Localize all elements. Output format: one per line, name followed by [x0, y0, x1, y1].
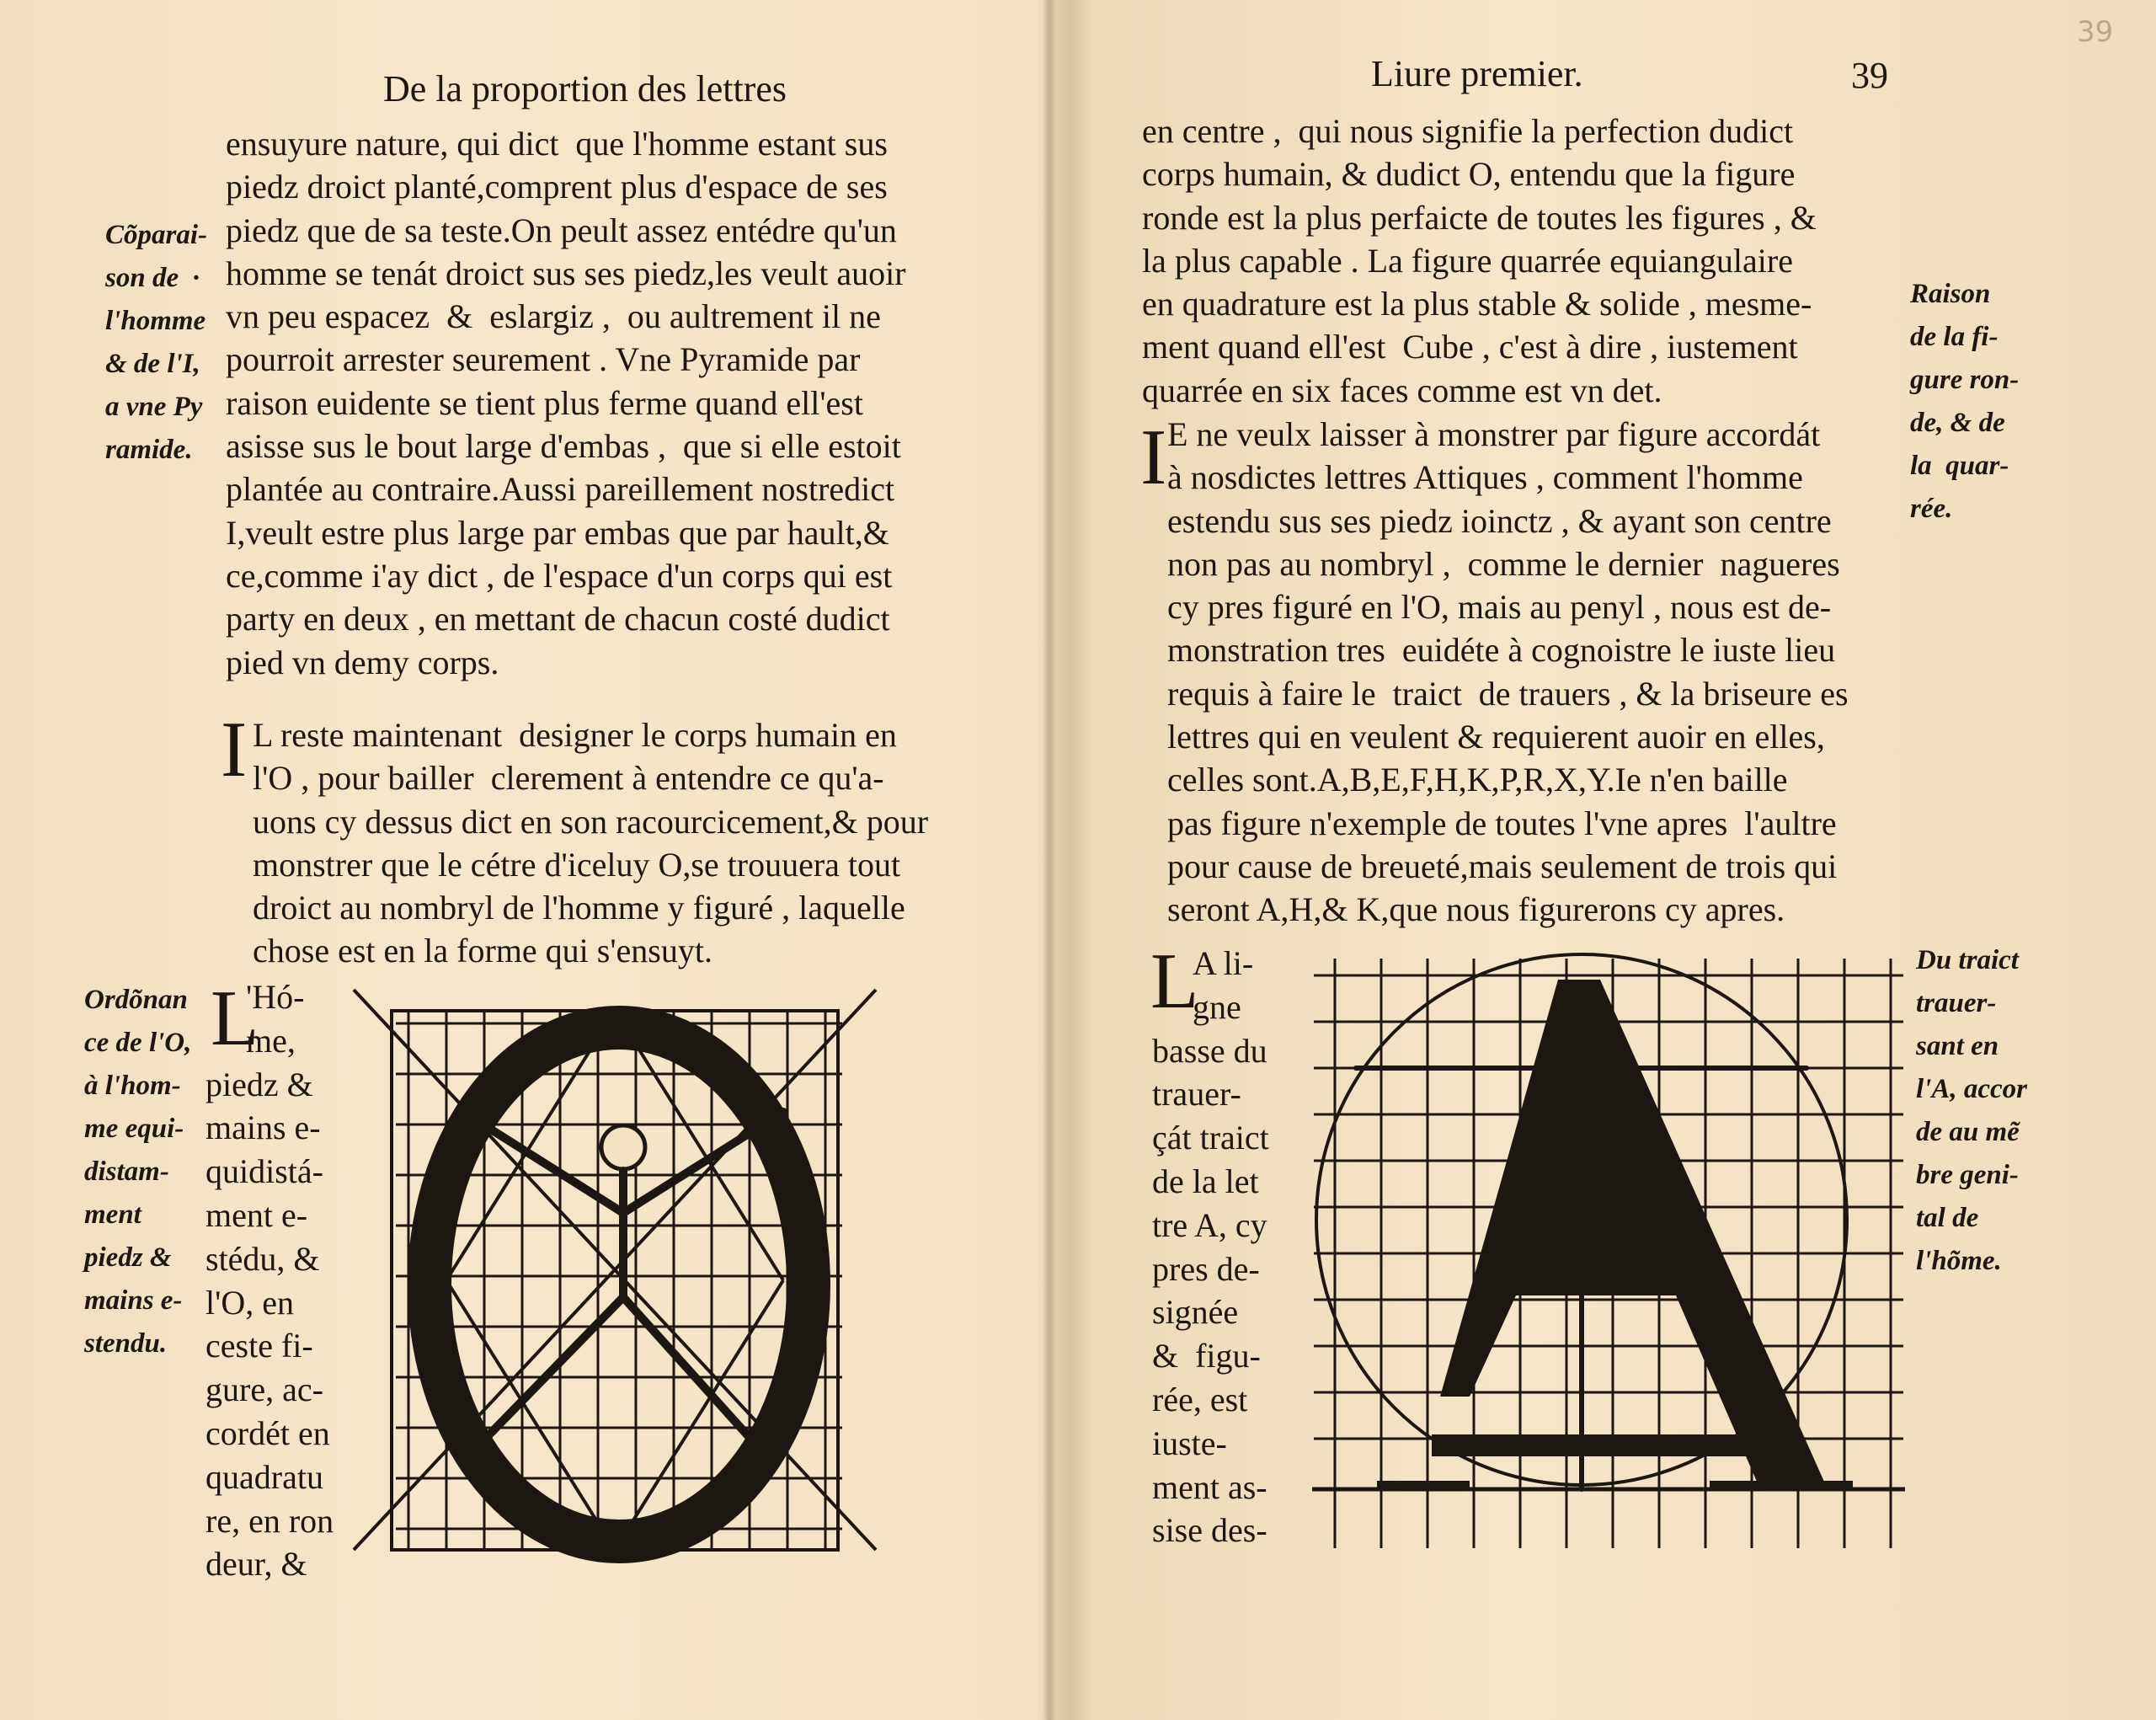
- right-margin-note-2-line: tal de: [1916, 1203, 1979, 1233]
- left-running-header: De la proportion des lettres: [383, 68, 787, 110]
- left-caption-line: re, en ron: [205, 1501, 334, 1540]
- right-margin-note-2-line: sant en: [1916, 1031, 1999, 1061]
- right-caption-line: trauer-: [1152, 1075, 1241, 1114]
- right-margin-note-1-line: la quar-: [1910, 451, 2009, 481]
- left-margin-note-1-line: l'homme: [105, 306, 206, 336]
- left-margin-note-1-line: ramide.: [105, 435, 193, 465]
- right-paragraph-2-line: non pas au nombryl , comme le dernier nagueres: [1167, 544, 1840, 583]
- right-paragraph-2-line: seront A,H,& K,que nous figurerons cy apres.: [1167, 890, 1785, 929]
- left-caption-line: piedz &: [205, 1065, 313, 1103]
- right-caption-line: iuste-: [1152, 1424, 1227, 1462]
- left-paragraph-2-line: uons cy dessus dict en son racourcicement,& pour: [253, 802, 929, 841]
- right-paragraph-2-line: pour cause de breueté,mais seulement de trois qui: [1167, 847, 1838, 885]
- right-caption-line: A li-: [1193, 944, 1254, 982]
- right-margin-note-1-line: de, & de: [1910, 408, 2005, 438]
- right-running-header: Liure premier.: [1371, 53, 1583, 94]
- left-paragraph-2-line: chose est en la forme qui s'ensuyt.: [253, 932, 712, 970]
- right-caption-line: basse du: [1152, 1031, 1267, 1070]
- right-body-line: corps humain, & dudict O, entendu que la figure: [1142, 155, 1796, 194]
- right-margin-note-1: [1910, 273, 2019, 531]
- left-margin-note-1-line: Cõparai-: [105, 220, 208, 250]
- right-margin-note-1-line: gure ron-: [1910, 365, 2020, 395]
- left-caption-line: stédu, &: [205, 1239, 320, 1278]
- left-margin-note-2-line: mains e-: [84, 1285, 183, 1316]
- left-paragraph-2: [253, 713, 928, 973]
- right-caption-line: gne: [1193, 987, 1241, 1026]
- right-margin-note-2-line: bre geni-: [1916, 1160, 2019, 1190]
- right-caption-line: çát traict: [1152, 1119, 1269, 1157]
- right-caption-line: rée, est: [1152, 1380, 1248, 1418]
- right-paragraph-2-line: cy pres figuré en l'O, mais au penyl , nous est de-: [1167, 588, 1832, 627]
- left-margin-note-1-line: son de ·: [105, 263, 200, 293]
- book-gutter: [1043, 0, 1056, 1720]
- left-margin-note-2-line: ce de l'O,: [84, 1028, 192, 1058]
- right-caption-drop-cap: L: [1150, 937, 1199, 1025]
- left-figure-caption: [205, 975, 334, 1586]
- left-margin-note-1-line: a vne Py: [105, 392, 203, 422]
- left-body-line: ensuyure nature, qui dict que l'homme estant sus: [226, 125, 888, 163]
- left-margin-note-1-line: & de l'I,: [105, 349, 200, 379]
- right-margin-note-1-line: Raison: [1910, 279, 1991, 309]
- left-caption-line: ment e-: [205, 1195, 308, 1234]
- left-body-line: I,veult estre plus large par embas que par hault,&: [226, 513, 889, 552]
- right-paragraph-2-line: à nosdictes lettres Attiques , comment l'homme: [1167, 458, 1803, 497]
- right-caption-line: pres de-: [1152, 1249, 1260, 1288]
- right-figure-caption: [1150, 937, 1269, 1552]
- left-body-line: asisse sus le bout large d'embas , que si elle estoit: [226, 427, 901, 466]
- right-body-line: ment quand ell'est Cube , c'est à dire , iustement: [1142, 328, 1798, 366]
- left-body-line: homme se tenát droict sus ses piedz,les veult auoir: [226, 254, 906, 292]
- left-margin-note-2-line: piedz &: [84, 1242, 172, 1273]
- left-margin-note-1: [105, 214, 207, 472]
- right-body-line: la plus capable . La figure quarrée equiangulaire: [1142, 241, 1793, 280]
- right-paragraph-2-line: E ne veulx laisser à monstrer par figure accordát: [1167, 415, 1821, 453]
- left-body-line: party en deux , en mettant de chacun costé dudict: [226, 600, 890, 638]
- left-margin-note-2-line: à l'hom-: [84, 1071, 181, 1101]
- right-margin-note-2-line: l'hõme.: [1916, 1246, 2002, 1276]
- right-page-number: 39: [1851, 55, 1888, 96]
- letter-a-glyph: [1377, 980, 1853, 1491]
- right-margin-note-2-line: trauer-: [1916, 988, 1997, 1018]
- right-body-line: ronde est la plus perfaicte de toutes les figures , &: [1142, 198, 1817, 237]
- right-caption-line: signée: [1152, 1293, 1239, 1332]
- left-drop-cap: I: [221, 706, 248, 793]
- left-caption-line: quadratu: [205, 1457, 323, 1496]
- right-body-line: en centre , qui nous signifie la perfection dudict: [1142, 112, 1794, 150]
- right-margin-note-2-line: Du traict: [1916, 945, 2019, 975]
- left-body-line: raison euidente se tient plus ferme quand ell'est: [226, 383, 863, 422]
- left-body-line: pied vn demy corps.: [226, 643, 499, 681]
- right-paragraph-2-line: monstration tres euidéte à cognoistre le iuste lieu: [1167, 631, 1836, 670]
- left-paragraph-2-line: monstrer que le cétre d'iceluy O,se trouuera tout: [253, 845, 901, 884]
- left-caption-line: mains e-: [205, 1108, 321, 1147]
- right-caption-line: de la let: [1152, 1162, 1259, 1200]
- left-paragraph-2-line: droict au nombryl de l'homme y figuré , laquelle: [253, 889, 905, 927]
- right-paragraph-2-line: celles sont.A,B,E,F,H,K,P,R,X,Y.Ie n'en baille: [1167, 761, 1788, 799]
- right-paragraph-2-line: requis à faire le traict de trauers , & la briseure es: [1167, 674, 1849, 713]
- right-paragraph-2-line: estendu sus ses piedz ioinctz , & ayant son centre: [1167, 501, 1832, 540]
- right-caption-line: sise des-: [1152, 1511, 1267, 1550]
- left-margin-note-2-line: me equi-: [84, 1114, 184, 1144]
- left-margin-note-2-line: distam-: [84, 1156, 169, 1187]
- left-caption-line: 'Hó-: [246, 978, 305, 1016]
- left-caption-line: me,: [246, 1021, 296, 1060]
- letter-a-figure: [1305, 942, 1912, 1565]
- right-paragraph-2-line: lettres qui en veulent & requierent auoir en elles,: [1167, 718, 1825, 756]
- left-body-line: vn peu espacez & eslargiz , ou aultrement il ne: [226, 297, 881, 336]
- right-body-line: quarrée en six faces comme est vn det.: [1142, 371, 1662, 409]
- letter-o-figure: [337, 960, 910, 1584]
- right-margin-note-2-line: l'A, accor: [1916, 1074, 2027, 1104]
- right-paragraph-2: [1167, 413, 1849, 932]
- right-paragraph-2-line: pas figure n'exemple de toutes l'vne apres l'aultre: [1167, 804, 1837, 842]
- left-paragraph-2-line: L reste maintenant designer le corps humain en: [253, 716, 897, 754]
- left-body-line: piedz droict planté,comprent plus d'espace de ses: [226, 168, 888, 206]
- left-body-line: pourroit arrester seurement . Vne Pyramide par: [226, 340, 861, 379]
- a-crossbar: [1432, 1434, 1777, 1456]
- right-margin-note-2-line: de au mẽ: [1916, 1117, 2020, 1147]
- left-caption-line: quidistá-: [205, 1152, 323, 1191]
- pencil-folio-number: 39: [2077, 15, 2114, 49]
- right-margin-note-1-line: rée.: [1910, 494, 1953, 524]
- right-caption-line: ment as-: [1152, 1467, 1267, 1506]
- left-caption-line: deur, &: [205, 1545, 307, 1584]
- right-margin-note-2: [1916, 939, 2027, 1283]
- left-margin-note-2-line: ment: [84, 1199, 141, 1230]
- right-drop-cap: I: [1140, 414, 1167, 501]
- left-body-line: piedz que de sa teste.On peult assez entédre qu'un: [226, 211, 897, 249]
- left-paragraph-2-line: l'O , pour bailler clerement à entendre ce qu'a-: [253, 759, 884, 798]
- right-caption-line: tre A, cy: [1152, 1205, 1267, 1244]
- left-caption-line: ceste fi-: [205, 1327, 313, 1365]
- left-caption-line: cordét en: [205, 1413, 330, 1452]
- left-caption-line: gure, ac-: [205, 1370, 323, 1409]
- left-body-text: [226, 122, 906, 684]
- right-body-text: [1142, 110, 1817, 412]
- left-margin-note-2-line: stendu.: [84, 1328, 168, 1359]
- left-caption-line: l'O, en: [205, 1283, 294, 1322]
- right-margin-note-1-line: de la fi-: [1910, 322, 1999, 352]
- left-body-line: plantée au contraire.Aussi pareillement nostredict: [226, 470, 895, 509]
- o-human-figure: [463, 1112, 783, 1466]
- left-margin-note-2-line: Ordõnan: [84, 985, 188, 1015]
- left-body-line: ce,comme i'ay dict , de l'espace d'un corps qui est: [226, 556, 893, 595]
- right-body-line: en quadrature est la plus stable & solide , mesme-: [1142, 285, 1812, 323]
- left-margin-note-2: [84, 979, 191, 1365]
- left-caption-drop-cap: L: [211, 975, 259, 1062]
- right-caption-line: & figu-: [1152, 1337, 1261, 1375]
